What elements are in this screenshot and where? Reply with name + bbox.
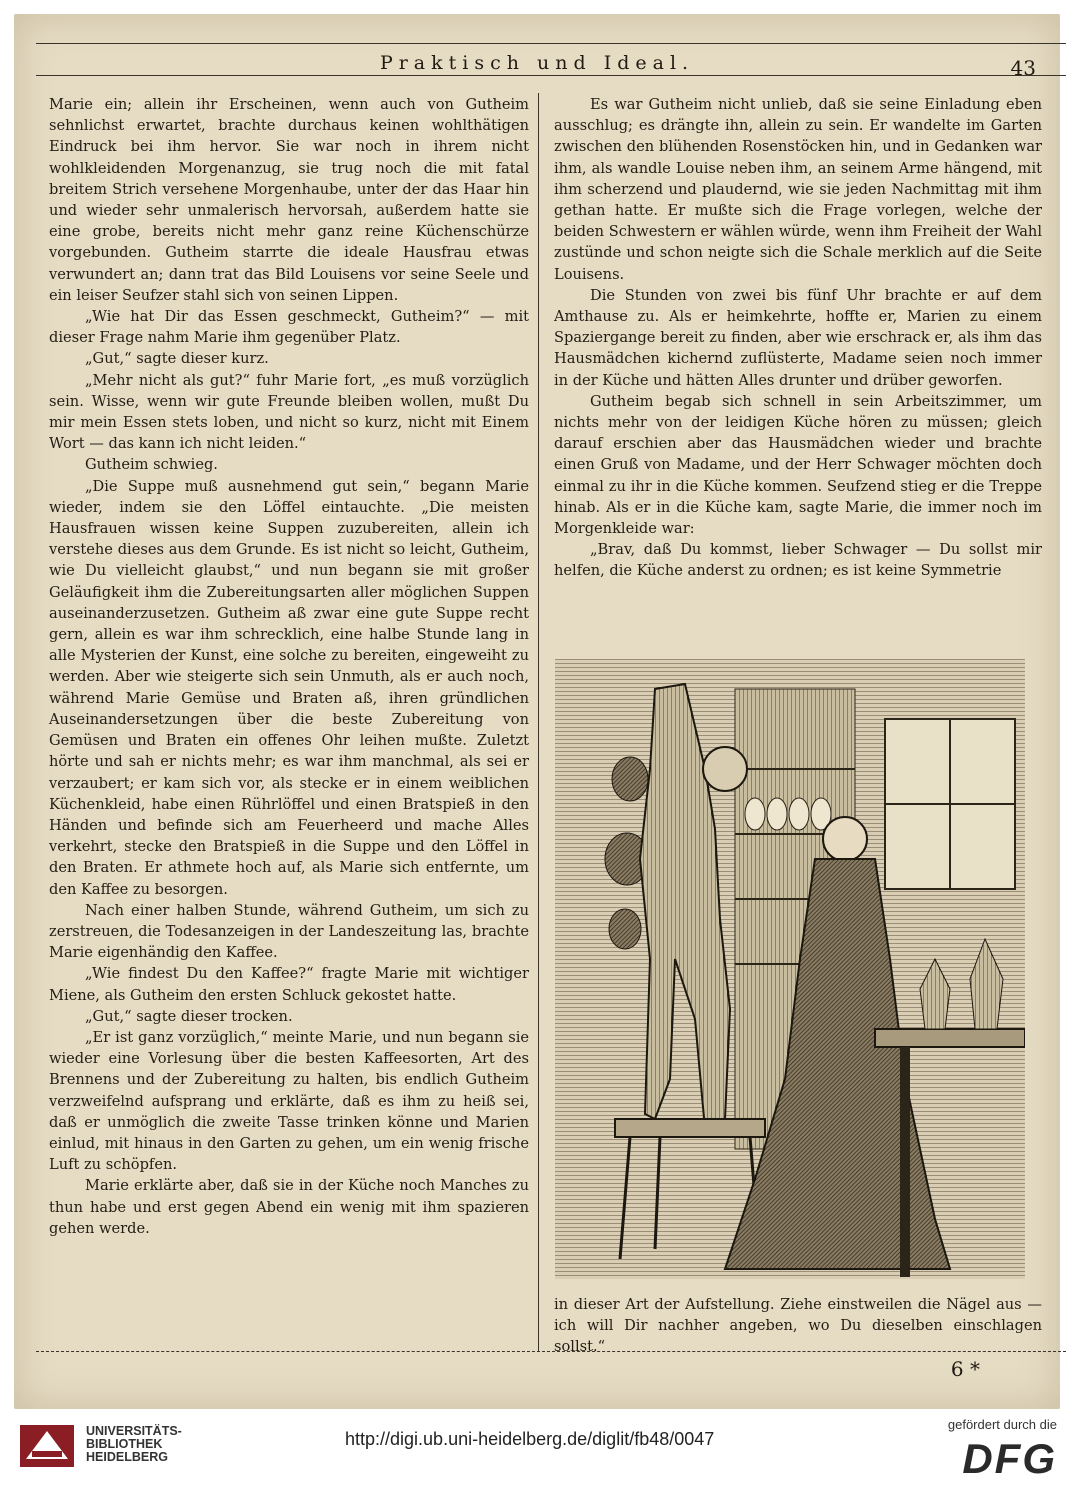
left-text-column xyxy=(49,94,529,1239)
paragraph: Gutheim schwieg. xyxy=(85,456,218,474)
running-title: Praktisch und Ideal. xyxy=(379,52,695,74)
paragraph: „Die Suppe muß ausnehmend gut sein,“ begann Marie wieder, indem sie den Löffel eintauchte. „Die meisten Hausfrauen wissen keine Suppen zuzubereiten, allein ich verstehe dieses aus dem Grunde. Es ist nicht so leicht, Gutheim, wie Du vielleicht glaubst,“ und nun begann sie mit großer Geläufigkeit ihm die Zubereitungsarten aller möglichen Suppen auseinanderzusetzen. Gutheim aß zwar eine gute Suppe recht gern, allein es war ihm schrecklich, eine halbe Stunde lang in alle Mysterien der Kunst, eine solche zu bereiten, eingeweiht zu werden. Aber wie steigerte sich sein Unmuth, als er auch noch, während Marie Gemüse und Braten aß, ihren gründlichen Auseinandersetzungen über die beste Zubereitung von Gemüsen und Braten ein offenes Ohr leihen mußte. Zuletzt hörte und sah er nichts mehr; es war ihm manchmal, als sei er verzaubert; er kam sich vor, als stecke er in einem weiblichen Küchenkleid, habe einen Rührlöffel und einen Bratspieß in den Händen und befinde sich am Feuerheerd und mache Alles verkehrt, stecke den Bratspieß in die Suppe und den Löffel in den Braten. Er athmete hoch auf, als Marie sich entfernte, um den Kaffee zu besorgen. xyxy=(49,477,529,898)
right-text-column-bottom xyxy=(554,1294,1042,1358)
library-name xyxy=(86,1425,182,1464)
top-border-rule xyxy=(36,43,1066,44)
library-name-line: UNIVERSITÄTS- xyxy=(86,1424,182,1438)
paragraph: Es war Gutheim nicht unlieb, daß sie seine Einladung eben ausschlug; es drängte ihn, allein zu sein. Er wandelte im Garten zwischen den blühenden Rosenstöcken hin, und in Gedanken war ihm, als wandle Louise neben ihm, an seinem Arme hängend, mit ihm scherzend und plaudernd, wie sie jeden Nachmittag mit ihm gethan hatte. Er mußte sich die Frage vorlegen, welche der beiden Schwestern er wählen würde, wenn ihm Freiheit der Wahl zustünde und schon neigte sich die Schale merklich auf die Seite Louisens. xyxy=(554,96,1042,283)
paragraph: „Er ist ganz vorzüglich,“ meinte Marie, und nun begann sie wieder eine Vorlesung über die besten Kaffeesorten, Art des Brennens und der Zubereitung zu halten, bis endlich Gutheim verzweifelnd aufsprang und erklärte, daß es ihm zu heiß sei, daß er unmöglich die zweite Tasse trinken könne und Marien einlud, mit hinaus in den Garten zu gehen, um ein wenig frische Luft zu schöpfen. xyxy=(49,1028,529,1174)
university-library-logo-icon xyxy=(18,1421,76,1471)
dfg-logo: DFG xyxy=(962,1435,1057,1482)
signature-mark: 6 * xyxy=(950,1357,980,1381)
document-url-link[interactable]: http://digi.ub.uni-heidelberg.de/diglit/fb48/0047 xyxy=(345,1429,715,1449)
paragraph: Die Stunden von zwei bis fünf Uhr brachte er auf dem Amthause zu. Als er heimkehrte, hoffte er, Marien zu einem Spaziergange bereit zu finden, aber wie erschrack er, als ihm das Hausmädchen kichernd zuflüsterte, Madame seien noch immer in der Küche und hätten Alles drunter und drüber geworfen. xyxy=(554,286,1042,389)
paragraph: Nach einer halben Stunde, während Gutheim, um sich zu zerstreuen, die Todesanzeigen in der Landeszeitung las, brachte Marie eigenhändig den Kaffee. xyxy=(49,901,529,962)
paragraph: „Wie hat Dir das Essen geschmeckt, Gutheim?“ — mit dieser Frage nahm Marie ihm gegenüber Platz. xyxy=(49,308,529,347)
paragraph: Marie erklärte aber, daß sie in der Küche noch Manches zu thun habe und erst gegen Abend ein wenig mit ihm spazieren gehen werde. xyxy=(49,1177,529,1237)
scanned-page xyxy=(14,14,1060,1409)
paragraph: Marie ein; allein ihr Erscheinen, wenn auch von Gutheim sehnlichst erwartet, brachte durchaus keinen wohlthätigen Eindruck bei ihm hervor. Sie war noch in ihrem nicht wohlkleidenden Morgenanzug, sie trug noch die mit fatal breitem Strich versehene Morgenhaube, unter der das Haar hin und wieder sehr unmalerisch hervorsah, außerdem hatte sie eine grobe, bereits nicht mehr ganz reine Küchenschürze vorgebunden. Gutheim starrte die ideale Hausfrau etwas verwundert an; dann trat das Bild Louisens vor seine Seele und ein leiser Seufzer stahl sich von seinen Lippen. xyxy=(49,96,529,304)
page-number: 43 xyxy=(1010,56,1036,80)
library-name-line: BIBLIOTHEK xyxy=(86,1437,163,1451)
kitchen-engraving-illustration xyxy=(555,659,1025,1279)
paragraph: „Mehr nicht als gut?“ fuhr Marie fort, „es muß vorzüglich sein. Wisse, wenn wir gute Freunde bleiben wollen, mußt Du mir mein Essen stets loben, und nicht so kurz, nicht mit Einem Wort — das kann ich nicht leiden.“ xyxy=(49,371,529,453)
paragraph: Gutheim begab sich schnell in sein Arbeitszimmer, um nichts mehr von der leidigen Küche hören zu müssen; gleich darauf erschien aber das Hausmädchen wieder und brachte einen Gruß von Madame, und der Herr Schwager möchten doch einmal zu ihr in die Küche kommen. Seufzend stieg er die Treppe hinab. Als er in die Küche kam, sagte Marie, die immer noch im Morgenkleide war: xyxy=(554,392,1042,538)
paragraph: „Wie findest Du den Kaffee?“ fragte Marie mit wichtiger Miene, als Gutheim den ersten Schluck gekostet hatte. xyxy=(49,965,529,1004)
paragraph: in dieser Art der Aufstellung. Ziehe einstweilen die Nägel aus — ich will Dir nachher angeben, wo Du dieselben einschlagen sollst.“ xyxy=(554,1296,1042,1356)
footer-bar xyxy=(0,1409,1075,1485)
paragraph: „Gut,“ sagte dieser kurz. xyxy=(85,350,269,368)
right-text-column-top xyxy=(554,94,1042,582)
bottom-border-rule xyxy=(36,1351,1066,1352)
paragraph: „Brav, daß Du kommst, lieber Schwager — Du sollst mir helfen, die Küche anderst zu ordnen; es ist keine Symmetrie xyxy=(554,541,1042,580)
funding-caption: gefördert durch die xyxy=(947,1417,1057,1432)
column-divider xyxy=(538,93,539,1351)
paragraph: „Gut,“ sagte dieser trocken. xyxy=(85,1007,293,1025)
library-name-line: HEIDELBERG xyxy=(86,1450,168,1464)
header-rule xyxy=(36,75,1066,76)
